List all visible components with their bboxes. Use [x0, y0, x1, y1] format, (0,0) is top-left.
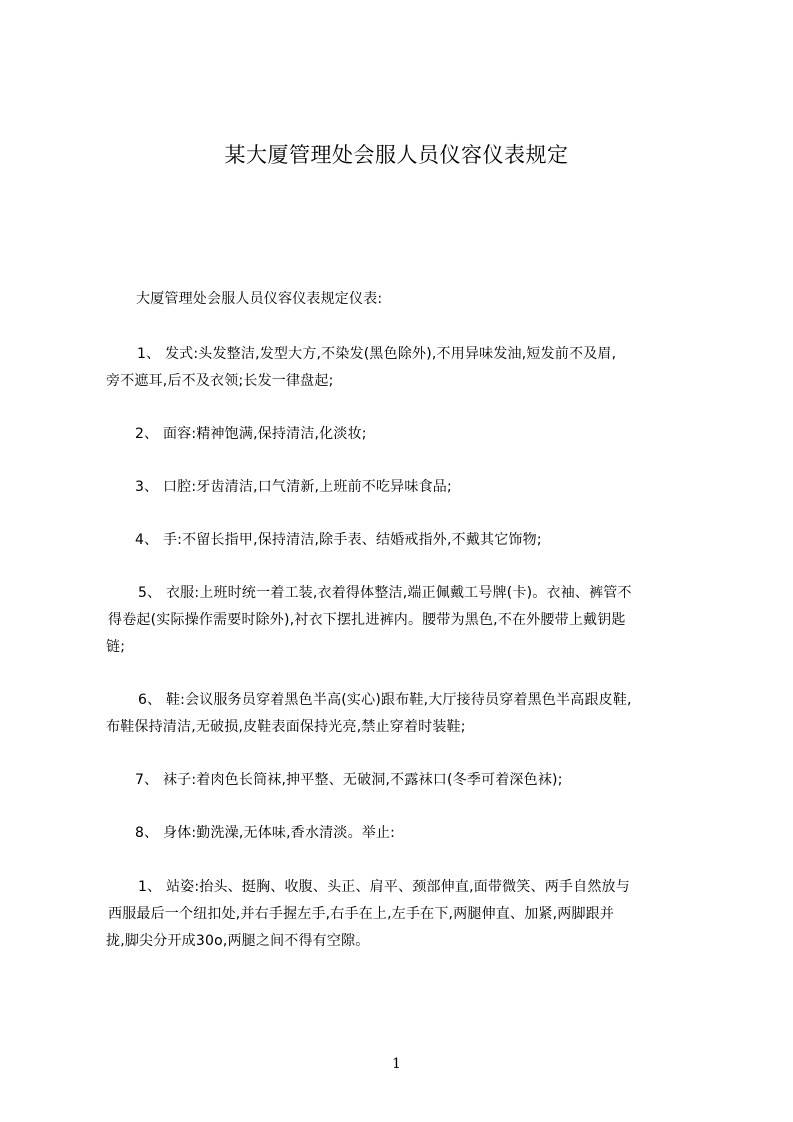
item-hands-line-1: 4、 手:不留长指甲,保持清洁,除手表、结婚戒指外,不戴其它饰物;	[135, 532, 542, 548]
item-standing-line-3: 拢,脚尖分开成30o,两腿之间不得有空隙。	[106, 933, 370, 949]
item-shoes	[106, 687, 716, 741]
item-face-line-1: 2、 面容:精神饱满,保持清洁,化淡妆;	[135, 426, 367, 442]
item-socks-line-1: 7、 袜子:着肉色长筒袜,抻平整、无破洞,不露袜口(冬季可着深色袜);	[135, 772, 563, 788]
item-clothes	[106, 580, 716, 661]
item-shoes-line-2: 布鞋保持清洁,无破损,皮鞋表面保持光亮,禁止穿着时装鞋;	[106, 719, 466, 735]
item-mouth	[106, 474, 716, 501]
item-face	[106, 421, 716, 448]
page-title: 某大厦管理处会服人员仪容仪表规定	[224, 143, 569, 167]
item-clothes-line-3: 链;	[106, 639, 126, 655]
item-shoes-line-1: 6、 鞋:会议服务员穿着黑色半高(实心)跟布鞋,大厅接待员穿着黑色半高跟皮鞋,	[138, 692, 632, 708]
item-mouth-line-1: 3、 口腔:牙齿清洁,口气清新,上班前不吃异味食品;	[135, 479, 452, 495]
item-socks	[106, 767, 716, 794]
item-standing-line-1: 1、 站姿:抬头、挺胸、收腹、头正、肩平、颈部伸直,面带微笑、两手自然放与	[138, 879, 630, 895]
item-hair-line-2: 旁不遮耳,后不及衣领;长发一律盘起;	[106, 373, 334, 389]
item-standing-line-2: 西服最后一个纽扣处,并右手握左手,右手在上,左手在下,两腿伸直、加紧,两脚跟并	[108, 906, 615, 922]
page-number: 1	[392, 1056, 401, 1072]
item-body-line-1: 8、 身体:勤洗澡,无体味,香水清淡。举止:	[135, 825, 396, 841]
item-hair-line-1: 1、 发式:头发整洁,发型大方,不染发(黑色除外),不用异味发油,短发前不及眉,	[137, 346, 617, 362]
item-standing	[106, 874, 716, 955]
intro-paragraph: 大厦管理处会服人员仪容仪表规定仪表:	[136, 291, 383, 307]
item-clothes-line-1: 5、 衣服:上班时统一着工装,衣着得体整洁,端正佩戴工号牌(卡)。衣袖、裤管不	[138, 585, 632, 601]
item-hands	[106, 527, 716, 554]
item-hair	[106, 341, 716, 395]
item-clothes-line-2: 得卷起(实际操作需要时除外),衬衣下摆扎进裤内。腰带为黑色,不在外腰带上戴钥匙	[108, 612, 626, 628]
item-body	[106, 820, 716, 847]
